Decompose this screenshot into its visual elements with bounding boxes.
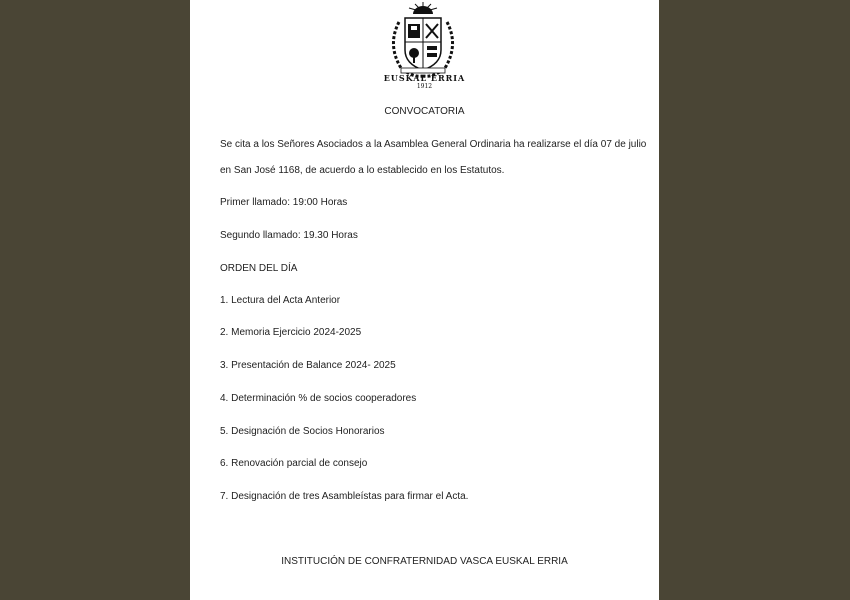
logo-year: 1912	[416, 83, 433, 90]
agenda-item: 4. Determinación % de socios cooperadores	[220, 393, 417, 404]
second-call: Segundo llamado: 19.30 Horas	[220, 230, 358, 241]
agenda-item: 3. Presentación de Balance 2024- 2025	[220, 360, 396, 371]
agenda-item: 1. Lectura del Acta Anterior	[220, 295, 341, 306]
intro-line-2: en San José 1168, de acuerdo a lo establecido en los Estatutos.	[220, 165, 505, 176]
agenda-item: 7. Designación de tres Asambleístas para firmar el Acta.	[220, 491, 469, 502]
document-page	[190, 0, 659, 600]
first-call: Primer llamado: 19:00 Horas	[220, 197, 348, 208]
logo-name: EUSKAL ERRIA	[383, 73, 466, 83]
agenda-item: 2. Memoria Ejercicio 2024-2025	[220, 327, 362, 338]
agenda-item: 6. Renovación parcial de consejo	[220, 458, 368, 469]
document-title: CONVOCATORIA	[384, 106, 465, 117]
intro-line-1: Se cita a los Señores Asociados a la Asamblea General Ordinaria ha realizarse el día 07 de julio	[220, 139, 647, 150]
agenda-item: 5. Designación de Socios Honorarios	[220, 426, 385, 437]
agenda-heading: ORDEN DEL DÍA	[220, 263, 298, 274]
institution-footer: INSTITUCIÓN DE CONFRATERNIDAD VASCA EUSKAL ERRIA	[281, 556, 568, 567]
